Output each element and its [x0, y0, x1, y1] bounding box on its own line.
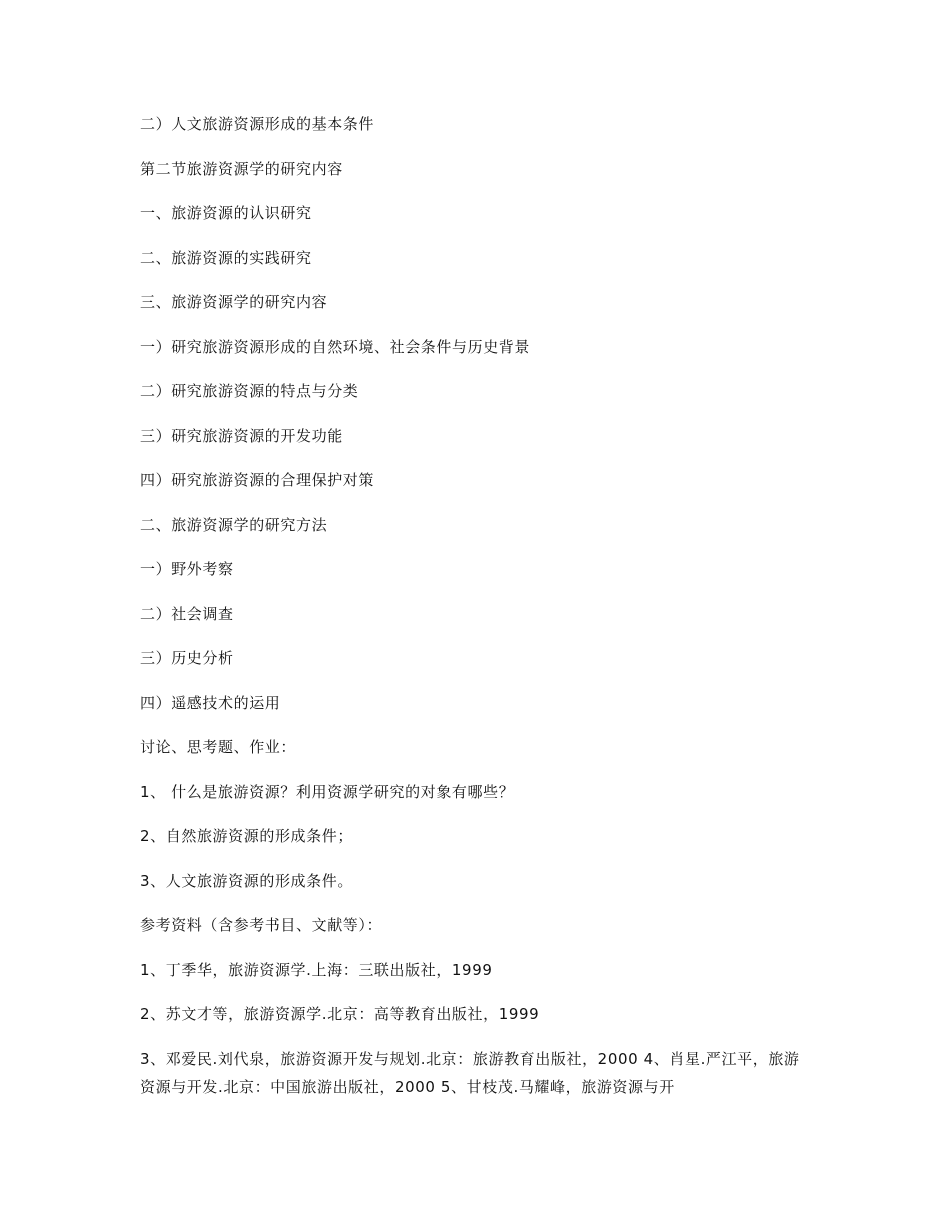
- text-line: 二）人文旅游资源形成的基本条件: [140, 115, 375, 133]
- text-line: 三）研究旅游资源的开发功能: [140, 426, 343, 445]
- text-line: 二）研究旅游资源的特点与分类: [140, 382, 359, 400]
- text-line: 二）社会调查: [140, 604, 234, 623]
- text-line: 一、旅游资源的认识研究: [140, 204, 312, 222]
- text-line: 四）研究旅游资源的合理保护对策: [140, 471, 375, 489]
- reference-item: 1、丁季华，旅游资源学.上海：三联出版社，1999: [140, 960, 493, 979]
- text-line: 三、旅游资源学的研究内容: [140, 293, 328, 311]
- text-line: 一）研究旅游资源形成的自然环境、社会条件与历史背景: [140, 337, 531, 356]
- question-item: 2、自然旅游资源的形成条件；: [140, 827, 353, 845]
- section-heading: 第二节旅游资源学的研究内容: [140, 159, 343, 178]
- text-line: 二、旅游资源的实践研究: [140, 248, 312, 267]
- question-item: 1、 什么是旅游资源？利用资源学研究的对象有哪些？: [140, 782, 515, 801]
- text-line: 二、旅游资源学的研究方法: [140, 515, 328, 534]
- document-body: [140, 114, 812, 1101]
- text-line: 三）历史分析: [140, 649, 234, 667]
- question-item: 3、人文旅游资源的形成条件。: [140, 871, 353, 890]
- text-line: 一）野外考察: [140, 560, 234, 578]
- reference-paragraph: 3、邓爱民.刘代泉，旅游资源开发与规划.北京：旅游教育出版社，2000 4、肖星.严江平，旅游资源与开发.北京：中国旅游出版社，2000 5、甘枝茂.马耀峰，旅游资源与开: [140, 1049, 800, 1096]
- text-line: 四）遥感技术的运用: [140, 693, 281, 712]
- reference-item: 2、苏文才等，旅游资源学.北京：高等教育出版社，1999: [140, 1005, 540, 1023]
- discussion-heading: 讨论、思考题、作业：: [140, 738, 297, 756]
- references-heading: 参考资料（含参考书目、文献等）：: [140, 916, 383, 934]
